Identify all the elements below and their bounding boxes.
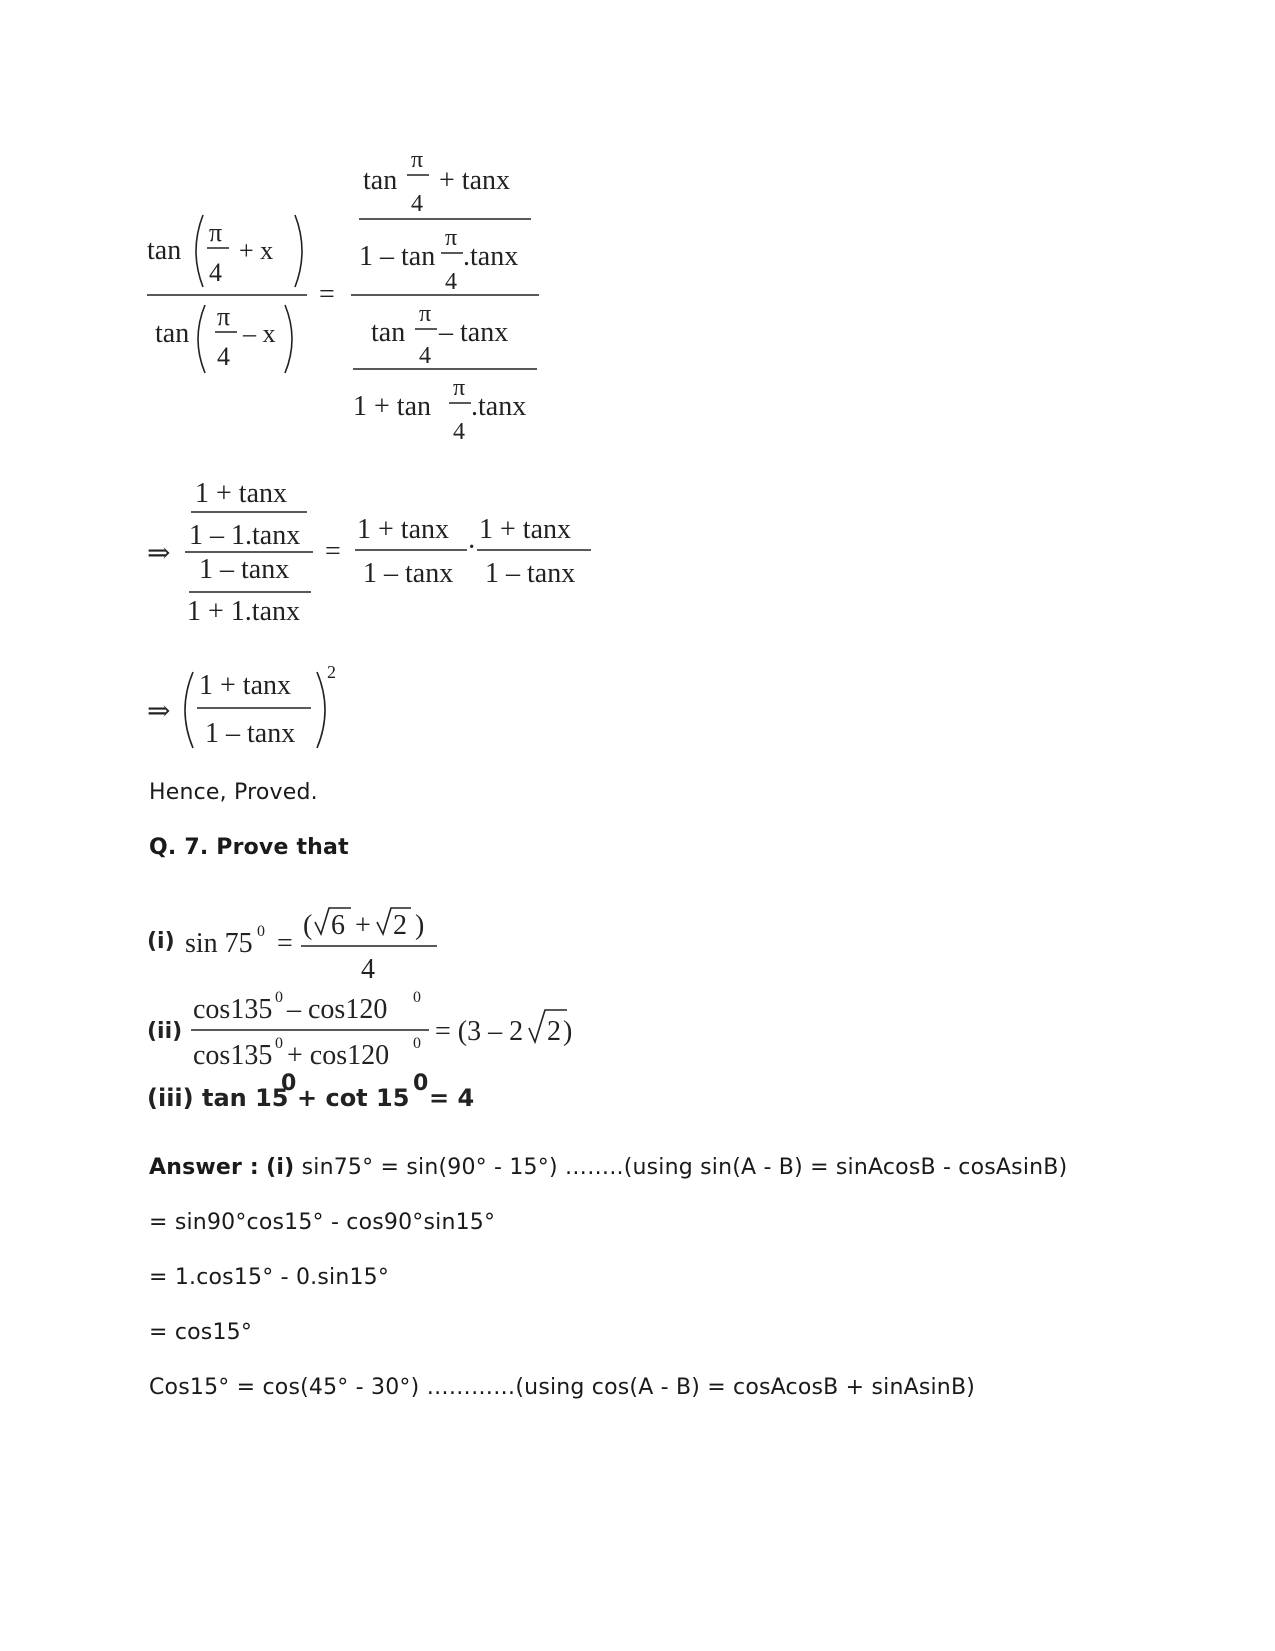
q7-i-num-6: 6 — [331, 910, 345, 941]
q7-ii-label: (ii) — [147, 1019, 183, 1044]
r-top-den-4: 4 — [445, 269, 457, 295]
equals-sign: = — [319, 279, 335, 310]
q7-iii-deg2: 0 — [413, 1071, 429, 1096]
r-bot-den-pi: π — [453, 375, 466, 401]
hence-proved-text: Hence, Proved. — [149, 780, 318, 805]
r-bot-4: 4 — [419, 343, 431, 369]
q7-i-num-2: 2 — [393, 910, 407, 941]
q7-ii-rhs-a: = (3 – 2 — [435, 1016, 524, 1047]
r-top-den-a: 1 – tan — [359, 241, 436, 272]
lhs-num-4: 4 — [209, 258, 222, 287]
q7-i-num-plus: + — [355, 910, 371, 941]
eq2-d-num: 1 + tanx — [479, 514, 571, 545]
r-top-den-b: .tanx — [463, 241, 519, 272]
r-bot-den-a: 1 + tan — [353, 391, 431, 422]
r-bot-num-tan: tan — [371, 317, 406, 348]
implies-arrow: ⇒ — [147, 696, 171, 727]
multiply-dot: · — [467, 532, 477, 563]
q7-ii-rhs-b: ) — [563, 1016, 573, 1047]
eq2-a-num: 1 + tanx — [195, 478, 287, 509]
lhs-den-pi: π — [217, 302, 231, 331]
equation-3 — [145, 660, 365, 760]
q7-statements — [145, 900, 625, 1120]
paren-left — [196, 215, 203, 287]
equation-2-svg — [145, 478, 615, 638]
q7-iii-deg1: 0 — [281, 1071, 297, 1096]
paren-left — [198, 305, 205, 373]
q7-i-num-open: ( — [303, 910, 313, 941]
lhs-den-4: 4 — [217, 342, 230, 371]
equation-2 — [145, 478, 615, 638]
answer-line-3: = 1.cos15° - 0.sin15° — [149, 1265, 390, 1290]
paren-left — [185, 672, 193, 748]
eq2-b-num: 1 – tanx — [199, 554, 290, 585]
lhs-den-tan: tan — [155, 318, 190, 349]
eq3-exponent: 2 — [327, 662, 336, 682]
q7-ii-den-deg2: 0 — [413, 1035, 421, 1052]
q7-i-degree: 0 — [257, 923, 265, 940]
eq3-num: 1 + tanx — [199, 670, 291, 701]
eq2-d-den: 1 – tanx — [485, 558, 576, 589]
r-bot-pi: π — [419, 301, 432, 327]
q7-i-den: 4 — [361, 954, 375, 985]
paren-right — [295, 215, 302, 287]
q7-i-label: (i) — [147, 929, 175, 954]
lhs-num-pi: π — [209, 218, 223, 247]
r-top-4: 4 — [411, 191, 423, 217]
answer-part-label: (i) — [266, 1155, 295, 1180]
eq2-c-num: 1 + tanx — [357, 514, 449, 545]
q7-iii-end: = 4 — [429, 1084, 475, 1112]
q7-statements-svg — [145, 900, 625, 1120]
question-7-title: Q. 7. Prove that — [149, 835, 349, 860]
eq2-c-den: 1 – tanx — [363, 558, 454, 589]
answer-label: Answer : — [149, 1155, 259, 1180]
r-bot-minus-tanx: – tanx — [439, 317, 509, 348]
eq3-den: 1 – tanx — [205, 718, 296, 749]
answer-line-4: = cos15° — [149, 1320, 253, 1345]
equals-sign: = — [277, 928, 293, 959]
equation-1-svg — [145, 145, 565, 455]
r-top-pi: π — [411, 147, 424, 173]
q7-ii-num-deg2: 0 — [413, 989, 421, 1006]
equation-3-svg — [145, 660, 365, 760]
answer-line-5: Cos15° = cos(45° - 30°) …………(using cos(A - B) = cosAcosB + sinAsinB) — [149, 1375, 976, 1400]
q7-ii-num-deg1: 0 — [275, 989, 283, 1006]
q7-ii-den-a: cos135 — [193, 1040, 273, 1071]
answer-line-1-text: sin75° = sin(90° - 15°) ……..(using sin(A - B) = sinAcosB - cosAsinB) — [301, 1155, 1068, 1180]
r-top-plus-tanx: + tanx — [439, 165, 510, 196]
equals-sign: = — [325, 536, 341, 567]
r-top-num-tan: tan — [363, 165, 398, 196]
q7-iii-label: (iii) tan 15 — [147, 1084, 289, 1112]
q7-iii-mid: + cot 15 — [297, 1084, 410, 1112]
paren-right — [317, 672, 325, 748]
q7-ii-den-deg1: 0 — [275, 1035, 283, 1052]
answer-line-2: = sin90°cos15° - cos90°sin15° — [149, 1210, 496, 1235]
q7-i-num-close: ) — [415, 910, 425, 941]
q7-ii-num-b: – cos120 — [287, 994, 388, 1025]
answer-line-1 — [149, 1155, 1067, 1180]
q7-ii-den-b: + cos120 — [287, 1040, 390, 1071]
r-bot-den-b: .tanx — [471, 391, 527, 422]
equation-1 — [145, 145, 565, 455]
lhs-num-tan: tan — [147, 235, 182, 266]
lhs-num-plus-x: + x — [239, 236, 274, 265]
paren-right — [285, 305, 292, 373]
implies-arrow: ⇒ — [147, 538, 171, 569]
eq2-b-den: 1 + 1.tanx — [187, 596, 300, 627]
r-bot-den-4: 4 — [453, 419, 465, 445]
q7-ii-num-a: cos135 — [193, 994, 273, 1025]
q7-i-lhs: sin 75 — [185, 928, 253, 959]
eq2-a-den: 1 – 1.tanx — [189, 520, 301, 551]
q7-ii-rhs-2: 2 — [547, 1016, 561, 1047]
r-top-den-pi: π — [445, 225, 458, 251]
lhs-den-minus-x: – x — [243, 319, 276, 348]
